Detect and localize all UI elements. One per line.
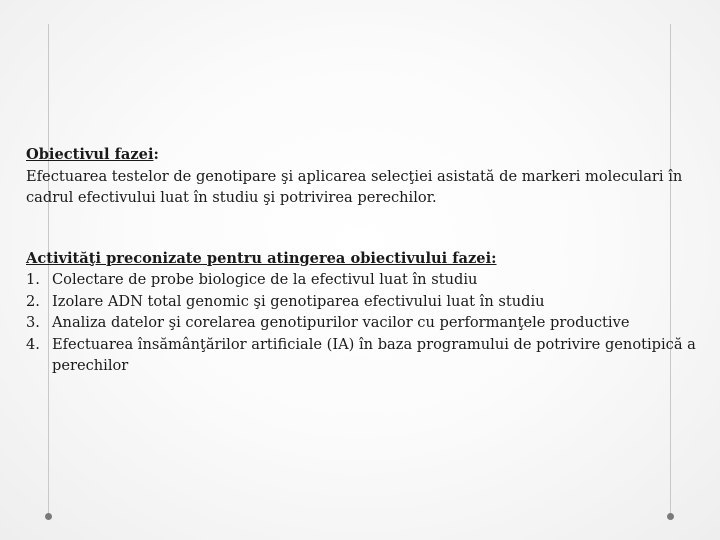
list-item-text: Efectuarea însămânţărilor artificiale (IA) în baza programului de potrivire genotipică a perechilor <box>52 335 696 374</box>
objective-heading-label: Obiectivul fazei <box>26 146 154 163</box>
activities-heading: Activităţi preconizate pentru atingerea obiectivului fazei: <box>26 249 497 267</box>
list-item-number: 3. <box>26 314 40 331</box>
list-item-number: 1. <box>26 271 40 288</box>
slide-content <box>26 144 706 377</box>
list-item <box>26 312 706 334</box>
list-item-text: Analiza datelor şi corelarea genotipurilor vacilor cu performanţele productive <box>52 314 630 331</box>
list-item-number: 2. <box>26 292 40 310</box>
left-rail-dot <box>45 513 52 520</box>
activities-list <box>26 269 706 377</box>
list-item-number: 4. <box>26 335 40 353</box>
activities-section <box>26 248 706 377</box>
objective-heading-colon: : <box>153 146 159 163</box>
list-item <box>26 334 706 377</box>
list-item-text: Colectare de probe biologice de la efectivul luat în studiu <box>52 271 478 288</box>
list-item <box>26 291 706 313</box>
objective-text: Efectuarea testelor de genotipare şi aplicarea selecţiei asistată de markeri moleculari în cadrul efectivului luat în studiu şi potrivirea perechilor. <box>26 167 683 206</box>
list-item <box>26 269 706 291</box>
list-item-text: Izolare ADN total genomic şi genotiparea efectivului luat în studiu <box>52 292 545 310</box>
right-rail-dot <box>667 513 674 520</box>
objective-heading <box>26 144 706 166</box>
